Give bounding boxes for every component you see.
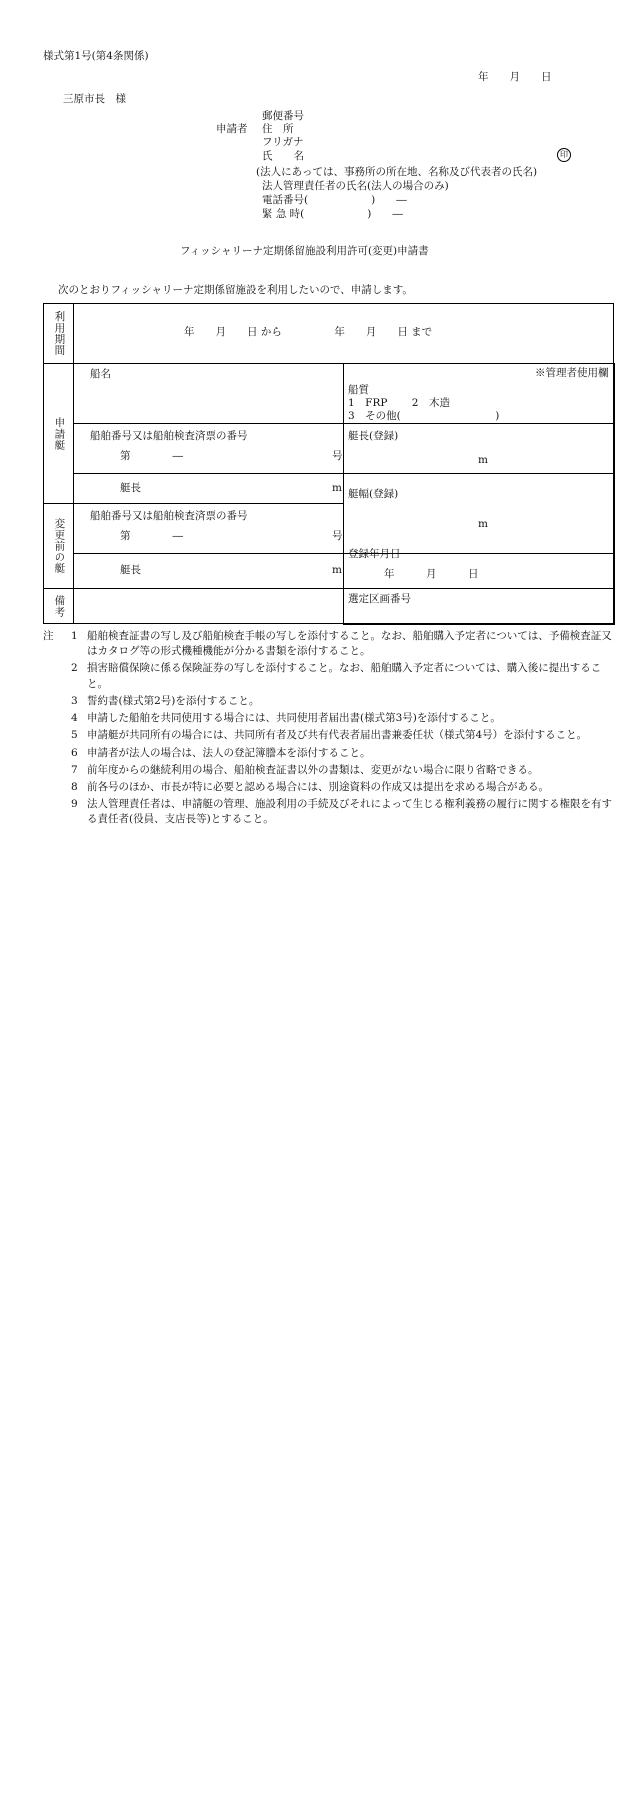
note-text: 誓約書(様式第2号)を添付すること。 xyxy=(87,694,260,707)
prev-registration-cell[interactable] xyxy=(74,504,344,554)
reg-date-label: 登録年月日 xyxy=(348,548,401,560)
note-number: 9 xyxy=(71,798,78,811)
reg-date-cell[interactable] xyxy=(344,548,614,589)
registration-label: 船舶番号又は船舶検査済票の番号 xyxy=(90,430,248,442)
length-reg-cell[interactable] xyxy=(344,424,614,474)
registration-go: 号 xyxy=(332,450,343,462)
note-text: 前各号のほか、市長が特に必要と認める場合には、別途資料の作成又は提出を求める場合がある。 xyxy=(87,780,549,793)
berth-cell[interactable] xyxy=(344,589,614,624)
period-label: 利用期間 xyxy=(53,311,66,356)
notes-section xyxy=(43,629,615,830)
remarks-label-cell xyxy=(44,589,74,624)
length-cell[interactable] xyxy=(74,474,344,504)
document-title: フィッシャリーナ定期係留施設利用許可(変更)申請書 xyxy=(180,245,429,257)
application-table xyxy=(43,303,615,625)
width-reg-unit: m xyxy=(478,518,488,530)
seal-mark xyxy=(557,148,571,162)
note-item xyxy=(43,711,615,726)
prev-registration-label: 船舶番号又は船舶検査済票の番号 xyxy=(90,510,248,522)
ship-name-cell[interactable] xyxy=(74,364,344,424)
address-label: 住 所 xyxy=(262,123,294,135)
note-text: 前年度からの継続利用の場合、船舶検査証書以外の書類は、変更がない場合に限り省略できる。 xyxy=(87,763,539,776)
berth-number-label: 選定区画番号 xyxy=(348,593,411,605)
form-number: 様式第1号(第4条関係) xyxy=(43,50,149,62)
note-item xyxy=(43,763,615,778)
registration-cell[interactable] xyxy=(74,424,344,474)
phone-label: 電話番号( ) ― xyxy=(262,194,407,206)
intro-text: 次のとおりフィッシャリーナ定期係留施設を利用したいので、申請します。 xyxy=(58,284,413,296)
note-item xyxy=(43,746,615,761)
note-number: 2 xyxy=(71,662,78,675)
prev-length-unit: m xyxy=(332,564,342,576)
note-text: 法人管理責任者は、申請艇の管理、施設利用の手続及びそれによって生じる権利義務の履行に関する権限を有する責任者(役員、支店長等)とすること。 xyxy=(87,798,612,826)
length-label: 艇長 xyxy=(120,482,141,494)
prev-label-cell xyxy=(44,504,74,589)
length-reg-unit: m xyxy=(478,454,488,466)
prev-registration-number: 第 ― xyxy=(120,530,183,542)
note-number: 4 xyxy=(71,712,78,725)
manager-name-label: 法人管理責任者の氏名(法人の場合のみ) xyxy=(262,180,449,192)
prev-length-label: 艇長 xyxy=(120,564,141,576)
length-unit: m xyxy=(332,482,342,494)
width-reg-cell[interactable] xyxy=(344,474,614,554)
date-line: 年 月 日 xyxy=(478,71,552,83)
apply-label: 申請艇 xyxy=(53,416,66,451)
note-item xyxy=(43,780,615,795)
corporate-note: (法人にあっては、事務所の所在地、名称及び代表者の氏名) xyxy=(256,166,538,178)
hull-options-1: 1 FRP 2 木造 xyxy=(348,397,450,409)
remarks-label: 備考 xyxy=(53,594,66,618)
notes-head: 注 xyxy=(43,630,54,642)
note-number: 5 xyxy=(71,729,78,742)
apply-label-cell xyxy=(44,364,74,504)
name-label: 氏 名 xyxy=(262,150,304,162)
note-number: 8 xyxy=(71,780,78,793)
length-reg-label: 艇長(登録) xyxy=(348,430,399,442)
addressee: 三原市長 様 xyxy=(63,93,126,105)
hull-label: 船質 xyxy=(348,384,369,396)
note-number: 7 xyxy=(71,763,78,776)
note-number: 3 xyxy=(71,694,78,707)
furigana-label: フリガナ xyxy=(262,136,304,148)
ship-name-label: 船名 xyxy=(90,368,111,380)
note-number: 6 xyxy=(71,746,78,759)
note-item xyxy=(43,629,615,659)
note-text: 船舶検査証書の写し及び船舶検査手帳の写しを添付すること。なお、船舶購入予定者については、予備検査証又はカタログ等の形式機種機能が分かる書類を添付すること。 xyxy=(87,630,612,658)
note-item xyxy=(43,694,615,709)
prev-registration-go: 号 xyxy=(332,530,343,542)
hull-cell[interactable] xyxy=(344,364,614,424)
registration-number: 第 ― xyxy=(120,450,183,462)
note-text: 申請者が法人の場合は、法人の登記簿謄本を添付すること。 xyxy=(87,746,371,759)
note-item xyxy=(43,661,615,691)
seal-icon: 印 xyxy=(557,148,571,162)
prev-length-cell[interactable] xyxy=(74,554,344,589)
applicant-label: 申請者 xyxy=(216,123,248,135)
prev-label: 変更前の艇 xyxy=(53,518,66,574)
width-reg-label: 艇幅(登録) xyxy=(348,488,399,500)
period-label-cell xyxy=(44,304,74,364)
note-text: 申請した船舶を共同使用する場合には、共同使用者届出書(様式第3号)を添付すること。 xyxy=(87,712,501,725)
reg-date-value: 年 月 日 xyxy=(384,568,479,580)
period-text: 年 月 日 から 年 月 日 まで xyxy=(184,326,433,338)
note-item xyxy=(43,797,615,827)
admin-use-label: ※管理者使用欄 xyxy=(535,367,609,379)
note-text: 申請艇が共同所有の場合には、共同所有者及び共有代表者届出書兼委任状（様式第4号）を添付すること。 xyxy=(87,729,588,742)
note-text: 損害賠償保険に係る保険証券の写しを添付すること。なお、船舶購入予定者については、購入後に提出すること。 xyxy=(87,662,602,690)
note-item xyxy=(43,728,615,743)
emergency-label: 緊 急 時( ) ― xyxy=(262,208,403,220)
postal-code-label: 郵便番号 xyxy=(262,110,304,122)
period-cell[interactable] xyxy=(74,304,614,364)
remarks-cell[interactable] xyxy=(74,589,344,624)
hull-options-2: 3 その他( ) xyxy=(348,410,500,422)
note-number: 1 xyxy=(71,630,78,642)
